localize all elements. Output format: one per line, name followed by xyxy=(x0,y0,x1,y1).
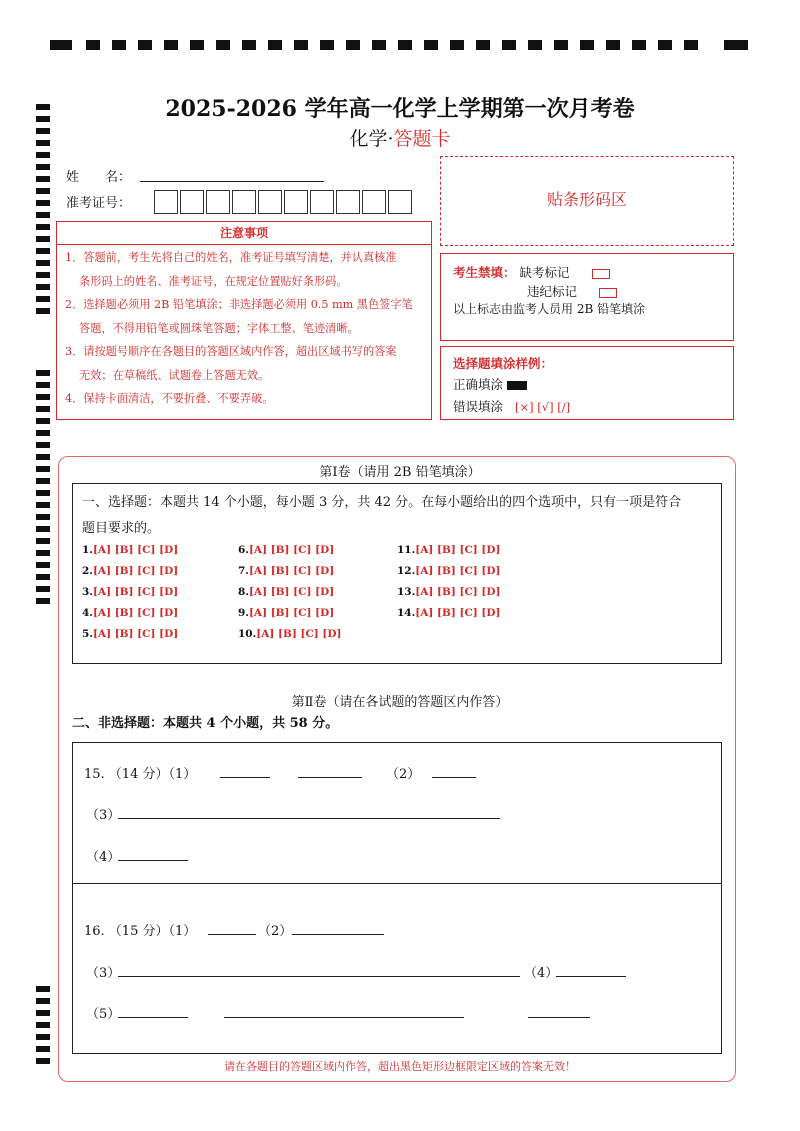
absent-label: 缺考标记 xyxy=(519,265,570,280)
part2-intro: 二、非选择题：本题共 4 个小题，共 58 分。 xyxy=(72,716,339,731)
q16-4-blank[interactable] xyxy=(556,976,626,977)
choice-q2[interactable]: 2.[A] [B] [C] [D] xyxy=(82,565,179,577)
note-line: 无效；在草稿纸、试题卷上答题无效。 xyxy=(79,368,270,382)
violation-label: 违纪标记 xyxy=(527,284,578,299)
q16-1-blank[interactable] xyxy=(208,934,256,935)
q15-part2-label: （2） xyxy=(386,767,421,782)
subtitle-answer-card: 答题卡 xyxy=(393,128,451,150)
q16-5-blank-b[interactable] xyxy=(224,1017,464,1018)
q15-part4-label: （4） xyxy=(86,850,121,865)
choice-q12[interactable]: 12.[A] [B] [C] [D] xyxy=(397,565,501,577)
q16-part4-label: （4） xyxy=(524,966,559,981)
choice-q7[interactable]: 7.[A] [B] [C] [D] xyxy=(238,565,335,577)
page-subtitle xyxy=(0,124,800,151)
notes-box xyxy=(56,221,432,420)
fill-example-box xyxy=(440,346,734,420)
choice-q10[interactable]: 10.[A] [B] [C] [D] xyxy=(238,628,342,640)
choice-q6[interactable]: 6.[A] [B] [C] [D] xyxy=(238,544,335,556)
choice-q3[interactable]: 3.[A] [B] [C] [D] xyxy=(82,586,179,598)
q15-4-blank[interactable] xyxy=(118,860,188,861)
free-response-box xyxy=(72,742,722,1054)
choice-q5[interactable]: 5.[A] [B] [C] [D] xyxy=(82,628,179,640)
q15-1-blank-a[interactable] xyxy=(220,777,270,778)
q16-heading: 16. （15 分）（1） xyxy=(84,924,197,939)
choice-q1[interactable]: 1.[A] [B] [C] [D] xyxy=(82,544,179,556)
note-line: 4．保持卡面清洁，不要折叠、不要弄破。 xyxy=(65,392,274,405)
forbidden-note: 以上标志由监考人员用 2B 铅笔填涂 xyxy=(453,302,646,316)
choice-q8[interactable]: 8.[A] [B] [C] [D] xyxy=(238,586,335,598)
choice-q14[interactable]: 14.[A] [B] [C] [D] xyxy=(397,607,501,619)
q16-part2-label: （2） xyxy=(258,924,293,939)
wrong-fill-label: 错误填涂 xyxy=(453,399,504,414)
part1-intro-line2: 题目要求的。 xyxy=(82,521,161,536)
correct-fill-sample xyxy=(507,381,527,390)
q15-2-blank[interactable] xyxy=(432,777,476,778)
choice-q9[interactable]: 9.[A] [B] [C] [D] xyxy=(238,607,335,619)
subtitle-subject: 化学· xyxy=(349,128,394,150)
notes-list xyxy=(65,246,427,411)
barcode-area xyxy=(440,156,734,246)
note-line: 3．请按题号顺序在各题目的答题区域内作答，超出区域书写的答案 xyxy=(65,345,397,358)
q16-part3-label: （3） xyxy=(86,966,121,981)
page-title: 2025-2026 学年高一化学上学期第一次月考卷 xyxy=(165,96,635,122)
notes-heading: 注意事项 xyxy=(57,222,431,245)
barcode-area-label: 贴条形码区 xyxy=(546,190,627,209)
fill-example-heading: 选择题填涂样例： xyxy=(453,356,554,371)
note-line: 2．选择题必须用 2B 铅笔填涂；非选择题必须用 0.5 mm 黑色签字笔 xyxy=(65,298,413,311)
q16-5-blank-c[interactable] xyxy=(528,1017,590,1018)
choice-q13[interactable]: 13.[A] [B] [C] [D] xyxy=(397,586,501,598)
q15-part3-label: （3） xyxy=(86,808,121,823)
q15-1-blank-b[interactable] xyxy=(298,777,362,778)
q15-3-blank[interactable] xyxy=(118,818,500,819)
note-line: 答题，不得用铅笔或圆珠笔答题；字体工整、笔迹清晰。 xyxy=(79,321,359,335)
choice-q11[interactable]: 11.[A] [B] [C] [D] xyxy=(397,544,501,556)
q16-3-blank[interactable] xyxy=(118,976,520,977)
wrong-fill-samples: [×] [√] [/] xyxy=(515,400,571,414)
id-label: 准考证号： xyxy=(66,196,132,211)
q15-heading: 15. （14 分）（1） xyxy=(84,767,197,782)
name-field[interactable] xyxy=(140,181,324,182)
part2-heading: 第Ⅱ卷（请在各试题的答题区内作答） xyxy=(291,695,509,710)
choice-q4[interactable]: 4.[A] [B] [C] [D] xyxy=(82,607,179,619)
name-label: 姓 名： xyxy=(66,170,132,185)
forbidden-box xyxy=(440,253,734,341)
footer-warning: 请在各题目的答题区域内作答，超出黑色矩形边框限定区域的答案无效！ xyxy=(224,1060,576,1073)
note-line: 条形码上的姓名、准考证号，在规定位置贴好条形码。 xyxy=(79,274,348,288)
note-line: 1．答题前，考生先将自己的姓名，准考证号填写清楚，并认真核准 xyxy=(65,251,397,264)
forbidden-label: 考生禁填： xyxy=(453,265,516,280)
violation-mark[interactable] xyxy=(599,288,617,298)
correct-fill-label: 正确填涂 xyxy=(453,377,504,392)
q16-part5-label: （5） xyxy=(86,1007,121,1022)
part1-intro-line1: 一、选择题：本题共 14 个小题，每小题 3 分，共 42 分。在每小题给出的四个选项中，只有一项是符合 xyxy=(82,495,682,510)
question-divider xyxy=(73,883,721,884)
absent-mark[interactable] xyxy=(592,269,610,279)
q16-5-blank-a[interactable] xyxy=(118,1017,188,1018)
q16-2-blank[interactable] xyxy=(292,934,384,935)
part1-heading: 第Ⅰ卷（请用 2B 铅笔填涂） xyxy=(319,465,481,480)
